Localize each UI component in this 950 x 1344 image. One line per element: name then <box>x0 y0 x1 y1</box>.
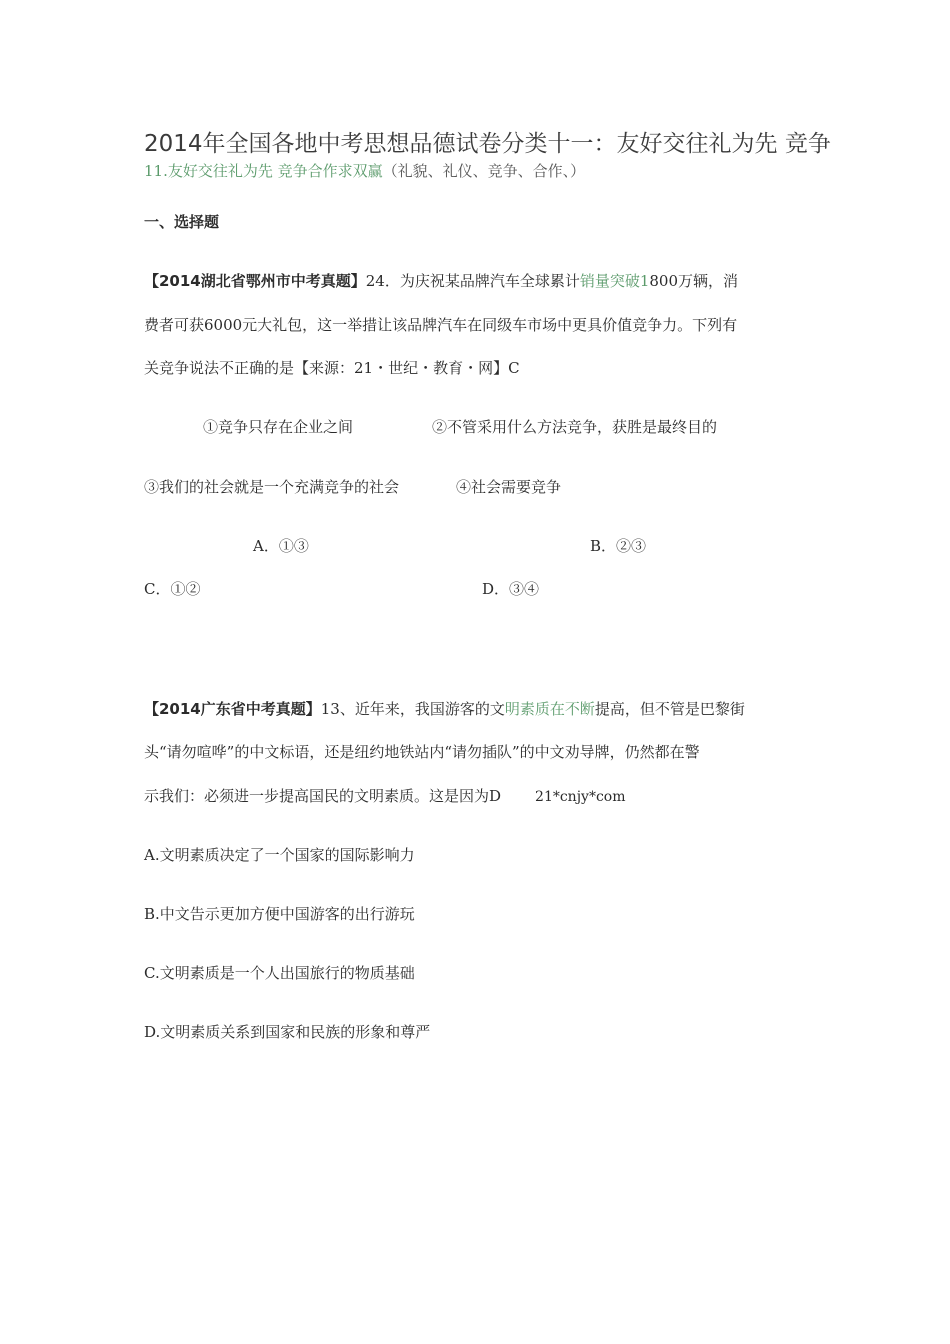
q2-line3 <box>144 785 626 806</box>
q2-source: 【2014广东省中考真题】 <box>144 700 321 718</box>
q1-choice-d: D．③④ <box>482 580 540 598</box>
q2-line1 <box>144 698 745 719</box>
q1-choice-a: A．①③ <box>253 537 309 555</box>
q2-text-b: 提高，但不管是巴黎街 <box>594 700 745 718</box>
document-title: 2014年全国各地中考思想品德试卷分类十一：友好交往礼为先 竞争 <box>144 131 831 157</box>
q1-option-4: ④社会需要竞争 <box>456 478 562 496</box>
q1-option-1: ①竞争只存在企业之间 <box>203 418 354 436</box>
subtitle-topic: 11.友好交往礼为先 竞争合作求双赢 <box>144 162 383 180</box>
q2-text-green: 明素质在不断 <box>504 700 595 718</box>
q2-watermark-text: 21*cnjy*com <box>535 789 626 805</box>
q2-line2: 头“请勿喧哗”的中文标语，还是纽约地铁站内“请勿插队”的中文劝导牌，仍然都在警 <box>144 743 700 761</box>
q2-option-b: B.中文告示更加方便中国游客的出行游玩 <box>144 905 415 923</box>
subtitle <box>144 160 585 181</box>
q2-option-c: C.文明素质是一个人出国旅行的物质基础 <box>144 964 415 982</box>
q2-option-a: A.文明素质决定了一个国家的国际影响力 <box>144 846 415 864</box>
section-heading: 一、选择题 <box>144 213 220 231</box>
q2-option-d: D.文明素质关系到国家和民族的形象和尊严 <box>144 1023 431 1041</box>
q1-line1 <box>144 270 738 291</box>
q1-text-a: 24．为庆祝某品牌汽车全球累计 <box>365 272 580 290</box>
q1-text-green: 销量突破1 <box>579 272 650 290</box>
q1-choice-c: C．①② <box>144 580 201 598</box>
q1-text-b: 800万辆，消 <box>649 272 739 290</box>
q1-choice-b: B．②③ <box>590 537 647 555</box>
q1-option-3: ③我们的社会就是一个充满竞争的社会 <box>144 478 400 496</box>
q1-line3: 关竞争说法不正确的是【来源：21・世纪・教育・网】C <box>144 359 520 377</box>
q1-source: 【2014湖北省鄂州市中考真题】 <box>144 272 366 290</box>
q2-text-a: 13、近年来，我国游客的文 <box>320 700 505 718</box>
q1-line2: 费者可获6000元大礼包，这一举措让该品牌汽车在同级车市场中更具价值竞争力。下列有 <box>144 316 738 334</box>
subtitle-keywords: （礼貌、礼仪、竞争、合作、） <box>382 162 586 180</box>
q2-line3-text: 示我们：必须进一步提高国民的文明素质。这是因为D <box>144 787 502 805</box>
q1-option-2: ②不管采用什么方法竞争，获胜是最终目的 <box>432 418 718 436</box>
